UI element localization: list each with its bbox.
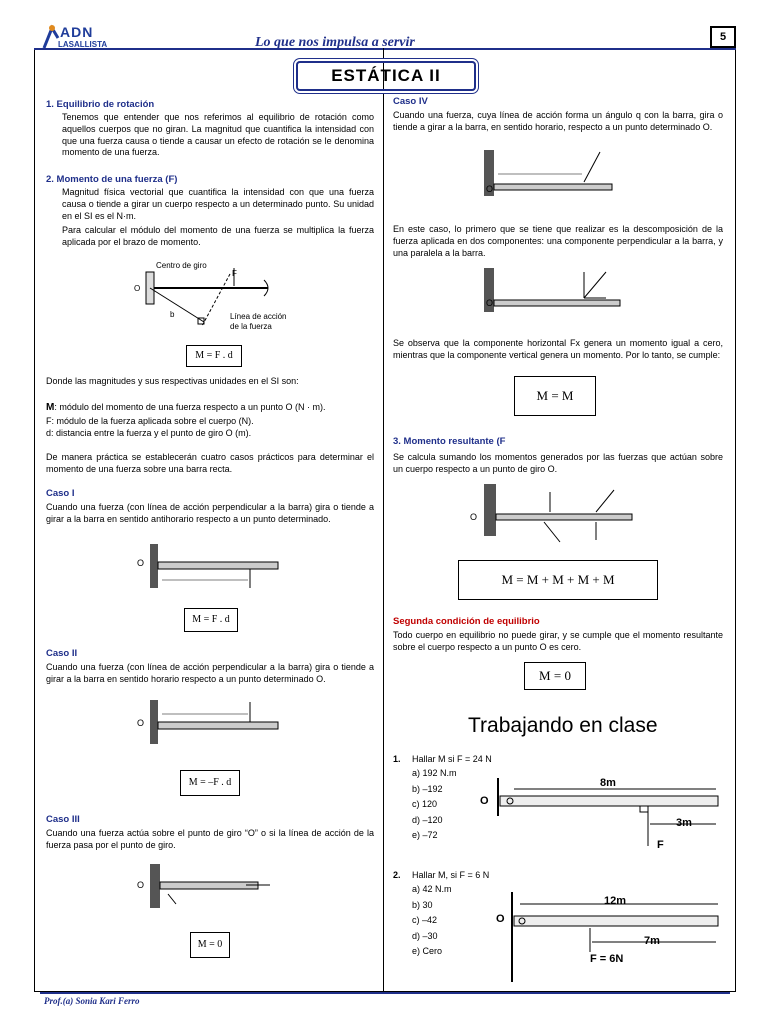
option[interactable]: d) –30 (412, 930, 438, 941)
case2-O: O (137, 718, 145, 728)
formula-box-moment: M = F . d (186, 345, 242, 367)
line-of-action-label1: Línea de acción (230, 312, 287, 321)
case2-heading: Caso II (46, 648, 78, 659)
p1-3m-label: 3m (676, 817, 692, 829)
footer-line (40, 992, 730, 994)
option[interactable]: a) 192 N.m (412, 768, 457, 778)
p2-F-label: F = 6N (590, 953, 624, 965)
resultant-O: O (470, 512, 478, 522)
definition-d: d: distancia entre la fuerza y el punto de giro O (m). (46, 428, 252, 438)
case1-O: O (137, 558, 145, 568)
p2-7m-label: 7m (644, 935, 660, 947)
case4b-O: O (486, 298, 494, 308)
case3-diagram (150, 864, 280, 914)
column-separator (383, 48, 384, 992)
arm-label: b (170, 310, 175, 319)
second-condition-formula: M = 0 (524, 662, 586, 690)
cases-intro: De manera práctica se establecerán cuatro casos prácticos para determinar el momento de una fuerza sobre una barra recta. (46, 452, 374, 474)
magnitudes-intro: Donde las magnitudes y sus respectivas unidades en el SI son: (46, 376, 299, 386)
case4-O: O (486, 184, 494, 194)
p1-O-label: O (480, 795, 489, 807)
case4-body2: En este caso, lo primero que se tiene que realizar es la descomposición de la fuerza aplicada en dos componentes: una componente perpendicular a la barra, y una paralela a la barra. (393, 224, 723, 258)
section1-heading: 1. Equilibrio de rotación (46, 99, 155, 110)
option[interactable]: a) 42 N.m (412, 884, 452, 894)
section1-body: Tenemos que entender que nos referimos al equilibrio de rotación como aquellos cuerpos que no giran. La magnitud que cuantifica la intensidad con que una fuerza causa o tiende a causar un efecto de rotación se le denomina momento de una fuerza. (62, 112, 374, 158)
resultant-formula: M = M + M + M + M (458, 560, 658, 600)
problem2-number: 2. (393, 870, 401, 880)
p2-O-label: O (496, 913, 505, 925)
section2-heading: 2. Momento de una fuerza (F) (46, 174, 178, 185)
section2-body2: Para calcular el módulo del momento de una fuerza se multiplica la fuerza aplicada por el brazo de momento. (62, 225, 374, 247)
line-of-action-label2: de la fuerza (230, 322, 272, 331)
option[interactable]: e) –72 (412, 830, 438, 840)
case2-formula: M = –F . d (180, 770, 240, 796)
p1-F-label: F (657, 839, 664, 851)
slogan: Lo que nos impulsa a servir (255, 35, 415, 50)
option[interactable]: c) 120 (412, 799, 438, 809)
footer-author: Prof.(a) Sonia Kari Ferro (44, 996, 140, 1006)
page-number: 5 (710, 26, 736, 48)
case1-diagram (150, 544, 280, 594)
case1-heading: Caso I (46, 488, 75, 499)
case4-body: Cuando una fuerza, cuya línea de acción forma un ángulo q con la barra, gira o tiende a girar a la barra, en sentido horario, respecto a un punto determinado O. (393, 110, 723, 132)
origin-label: O (134, 284, 141, 293)
case4-decomposition-diagram (484, 268, 624, 316)
logo-subtext: LASALLISTA (58, 40, 108, 49)
option[interactable]: d) –120 (412, 814, 443, 825)
case4-diagram (484, 150, 614, 200)
case1-formula: M = F . d (184, 608, 238, 632)
header-line (34, 48, 736, 50)
case2-body: Cuando una fuerza (con línea de acción perpendicular a la barra) gira o tiende a girar a la barra en sentido horario respecto a un punto determinado O. (46, 662, 374, 684)
logo-text: ADN (60, 24, 94, 40)
option[interactable]: b) 30 (412, 899, 433, 910)
case3-heading: Caso III (46, 814, 80, 825)
second-condition-heading: Segunda condición de equilibrio (393, 616, 540, 627)
section3-heading: 3. Momento resultante (F (393, 436, 506, 447)
option[interactable]: c) –42 (412, 915, 438, 925)
case4-formula: M = M (514, 376, 596, 416)
case2-diagram (150, 700, 280, 750)
option[interactable]: e) Cero (412, 946, 443, 956)
force-label: F (232, 269, 237, 278)
p1-8m-label: 8m (600, 777, 616, 789)
page-title: ESTÁTICA II (296, 61, 476, 91)
case4-heading: Caso IV (393, 96, 428, 107)
centro-giro-label: Centro de giro (156, 261, 207, 270)
case3-formula: M = 0 (190, 932, 230, 958)
problem1-question: Hallar M si F = 24 N (412, 754, 492, 764)
logo (40, 24, 110, 50)
problem1-number: 1. (393, 754, 401, 764)
option[interactable]: b) –192 (412, 783, 443, 794)
definition-F: F: módulo de la fuerza aplicada sobre el cuerpo (N). (46, 416, 254, 426)
class-section-title: Trabajando en clase (468, 714, 658, 737)
case1-body: Cuando una fuerza (con línea de acción perpendicular a la barra) gira o tiende a girar a la barra en sentido antihorario respecto a un punto determinado. (46, 502, 374, 524)
section3-body: Se calcula sumando los momentos generados por las fuerzas que actúan sobre un cuerpo respecto a un punto de giro O. (393, 452, 723, 474)
resultant-diagram (484, 484, 634, 544)
p2-12m-label: 12m (604, 895, 627, 907)
section2-body1: Magnitud física vectorial que cuantifica la intensidad con que una fuerza causa o tiende a girar un cuerpo respecto a un determinado punto. Su unidad en el SI es el N·m. (62, 187, 374, 221)
case3-O: O (137, 880, 145, 890)
definition-M: M: módulo del momento de una fuerza respecto a un punto O (N · m). (46, 402, 326, 413)
second-condition-body: Todo cuerpo en equilibrio no puede girar, y se cumple que el momento resultante sobre el cuerpo respecto a un punto O es cero. (393, 630, 723, 652)
case4-body3: Se observa que la componente horizontal Fx genera un momento igual a cero, mientras que la componente vertical genera un momento. Por lo tanto, se cumple: (393, 338, 723, 360)
case3-body: Cuando una fuerza actúa sobre el punto de giro “O” o si la línea de acción de la fuerza pasa por el punto de giro. (46, 828, 374, 850)
problem2-options (412, 884, 452, 962)
problem2-question: Hallar M, si F = 6 N (412, 870, 490, 880)
problem1-options (412, 768, 457, 846)
